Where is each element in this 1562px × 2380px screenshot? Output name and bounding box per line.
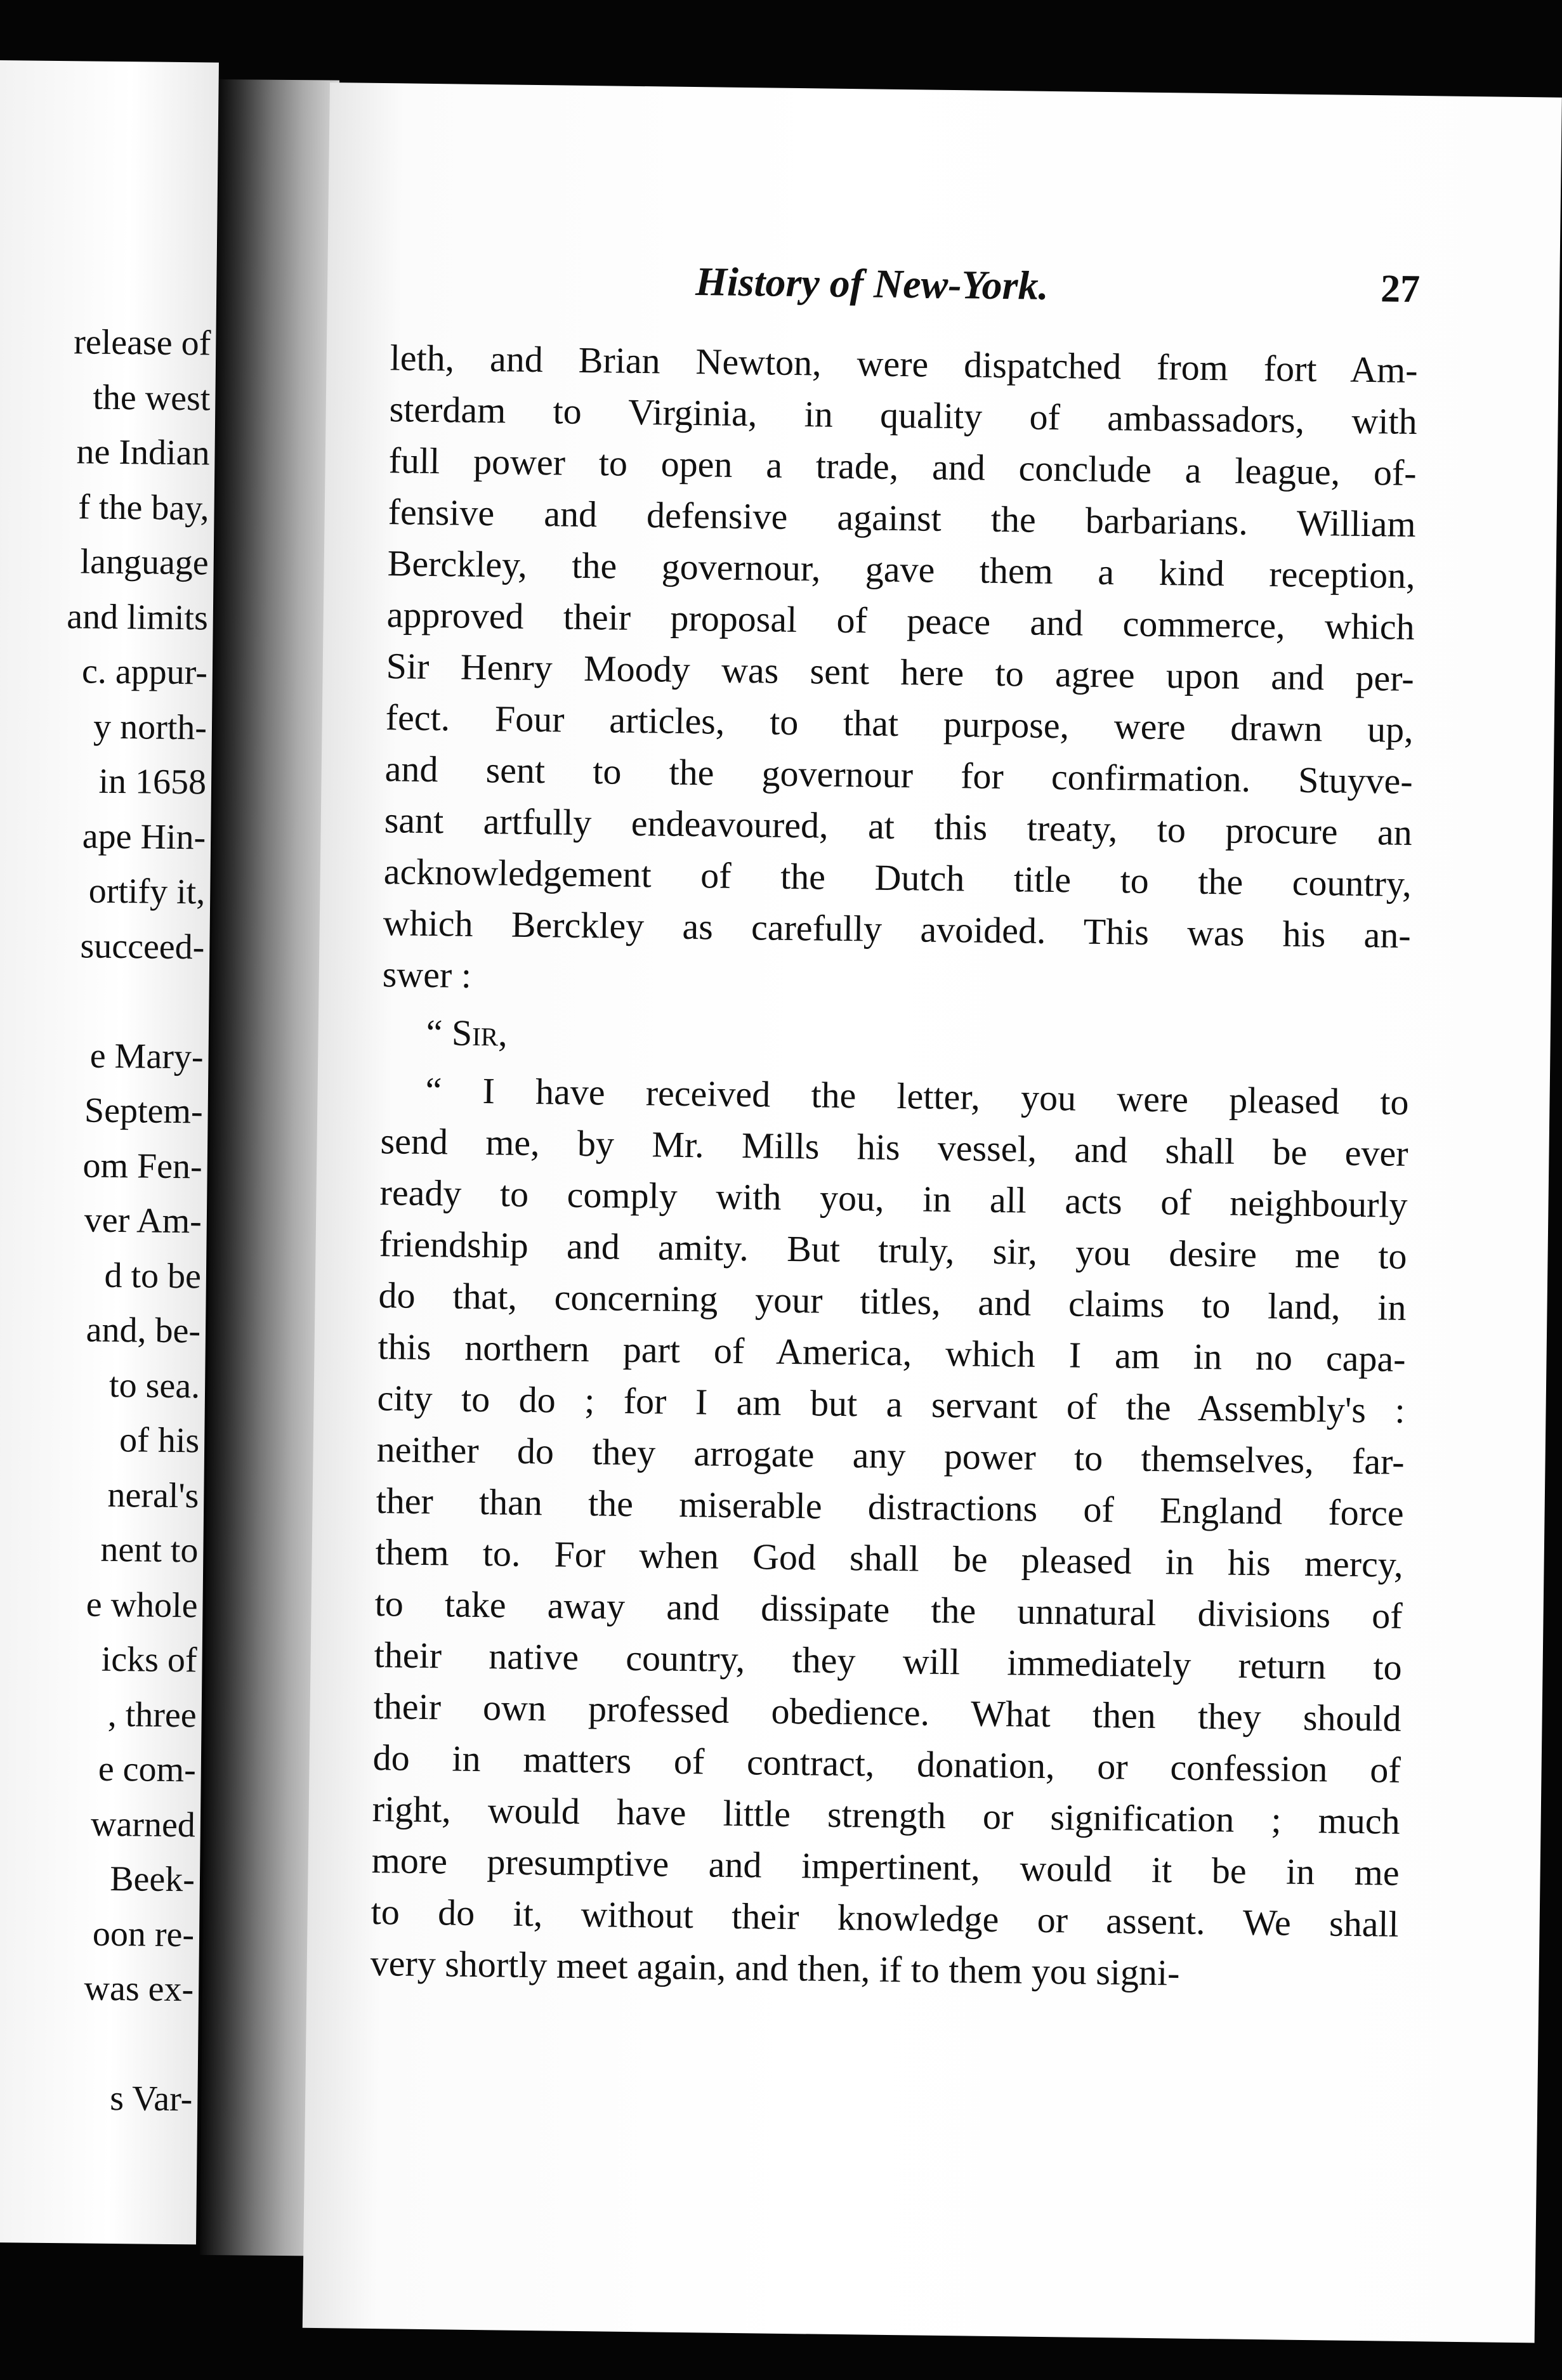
- text-line: fensive and defensive against the barbarians. William: [388, 491, 1417, 545]
- page-number: 27: [1380, 267, 1421, 311]
- text-line: [0, 972, 204, 1030]
- body-text: [370, 332, 1418, 2001]
- text-line: of his: [119, 1420, 200, 1461]
- text-line: friendship and amity. But truly, sir, you desire me to: [379, 1223, 1407, 1277]
- text-line: ther than the miserable distractions of England force: [376, 1480, 1404, 1534]
- text-line: neral's: [107, 1475, 199, 1515]
- text-line: warned: [90, 1804, 196, 1845]
- page-header: [327, 254, 1559, 332]
- text-line: the west: [93, 377, 211, 418]
- text-line: neither do they arrogate any power to themselves, far-: [376, 1429, 1405, 1482]
- text-line: them to. For when God shall be pleased in his mercy,: [375, 1531, 1403, 1585]
- text-line: more presumptive and impertinent, would it be in me: [371, 1840, 1400, 1893]
- text-line: to do it, without their knowledge or assent. We shall: [371, 1891, 1400, 1945]
- text-line: om Fen-: [82, 1145, 203, 1186]
- text-line: succeed-: [80, 925, 205, 967]
- text-line: send me, by Mr. Mills his vessel, and shall be ever: [380, 1120, 1408, 1174]
- text-line: d to be: [104, 1255, 202, 1296]
- text-line: e com-: [98, 1749, 197, 1790]
- right-page: [303, 82, 1562, 2343]
- text-line: Sir Henry Moody was sent here to agree upon and per-: [386, 645, 1415, 699]
- text-line: f the bay,: [78, 487, 209, 528]
- narrative-paragraph: [382, 332, 1418, 1012]
- left-page: [0, 60, 219, 2244]
- text-line: ortify it,: [88, 871, 206, 912]
- text-line: to take away and dissipate the unnatural divisions of: [374, 1583, 1403, 1637]
- text-line: language: [80, 542, 209, 583]
- text-line: y north-: [93, 707, 207, 747]
- text-line: ne Indian: [76, 432, 210, 473]
- text-line: was ex-: [84, 1968, 194, 2010]
- text-line: to sea.: [108, 1365, 200, 1406]
- text-line: this northern part of America, which I am in no capa-: [377, 1326, 1406, 1380]
- letter-salutation: “ Sir,: [426, 1011, 508, 1054]
- text-line: and, be-: [86, 1310, 201, 1351]
- text-line: ver Am-: [84, 1200, 202, 1241]
- text-line: and sent to the governour for confirmation. Stuyve-: [384, 748, 1414, 802]
- text-line: full power to open a trade, and conclude a league, of-: [388, 440, 1417, 494]
- text-line: which Berckley as carefully avoided. This was his an-: [383, 902, 1412, 956]
- text-line: “ I have received the letter, you were pleased to: [425, 1069, 1409, 1123]
- text-line: do that, concerning your titles, and claims to land, in: [378, 1274, 1407, 1328]
- text-line: ready to comply with you, in all acts of neighbourly: [379, 1172, 1408, 1226]
- letter-paragraph: [370, 1064, 1409, 2001]
- text-line: right, would have little strength or signification ; much: [372, 1788, 1401, 1842]
- text-line: and limits: [67, 596, 209, 638]
- text-line: c. appur-: [81, 651, 208, 693]
- text-line: Berckley, the governour, gave them a kind reception,: [387, 542, 1416, 596]
- text-line: sant artfully endeavoured, at this treaty, to procure an: [384, 799, 1413, 853]
- text-line: s Var-: [109, 2078, 193, 2119]
- left-page-text: [0, 314, 211, 2127]
- text-line: fect. Four articles, to that purpose, were drawn up,: [385, 696, 1414, 750]
- text-line: their native country, they will immediately return to: [374, 1634, 1403, 1688]
- text-line: approved their proposal of peace and commerce, which: [386, 594, 1415, 648]
- text-line: icks of: [101, 1639, 197, 1680]
- text-line: do in matters of contract, donation, or confession of: [372, 1737, 1401, 1791]
- text-line: their own professed obedience. What then they should: [373, 1685, 1402, 1739]
- text-line: swer :: [382, 953, 472, 996]
- text-line: Septem-: [84, 1090, 203, 1132]
- text-line: acknowledgement of the Dutch title to the country,: [383, 851, 1412, 905]
- text-line: e whole: [86, 1585, 198, 1625]
- text-line: sterdam to Virginia, in quality of ambassadors, with: [389, 388, 1417, 442]
- text-line: , three: [107, 1694, 197, 1735]
- text-line: e Mary-: [89, 1036, 204, 1076]
- text-line: Beek-: [109, 1859, 195, 1900]
- text-line: city to do ; for I am but a servant of the Assembly's :: [377, 1377, 1405, 1431]
- text-line: oon re-: [92, 1914, 195, 1954]
- text-line: release of: [73, 322, 211, 363]
- text-line: [0, 2015, 194, 2072]
- text-line: leth, and Brian Newton, were dispatched from fort Am-: [390, 337, 1418, 391]
- text-line: nent to: [100, 1529, 199, 1571]
- text-line: in 1658: [98, 761, 207, 802]
- running-title: History of New-York.: [695, 259, 1049, 308]
- text-line: ape Hin-: [82, 816, 206, 857]
- text-line: very shortly meet again, and then, if to them you signi-: [370, 1942, 1180, 1994]
